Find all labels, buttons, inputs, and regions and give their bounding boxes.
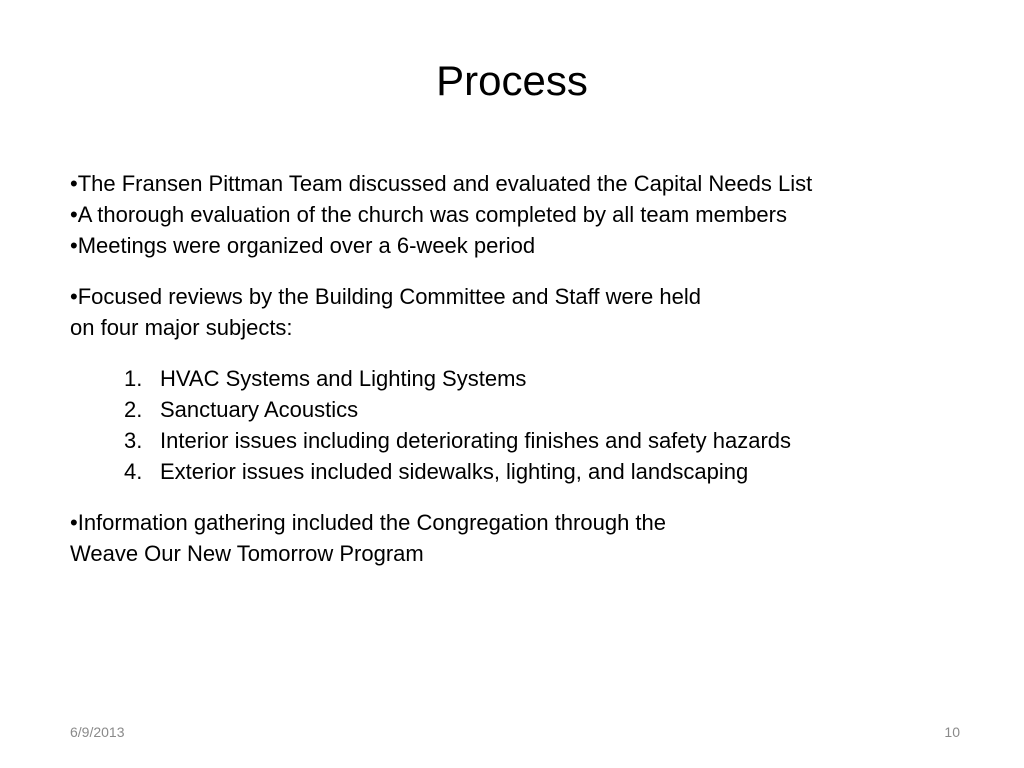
list-number: 4. [124, 459, 143, 484]
bullet-item: •The Fransen Pittman Team discussed and evaluated the Capital Needs List [70, 171, 813, 196]
footer-page-number: 10 [944, 724, 960, 740]
bullet-line: Weave Our New Tomorrow Program [70, 541, 424, 566]
numbered-list-item [70, 363, 970, 394]
bullet-item: •A thorough evaluation of the church was completed by all team members [70, 202, 787, 227]
bullet-focused-reviews [70, 281, 970, 343]
slide-title: Process [436, 57, 588, 104]
list-number: 2. [124, 397, 143, 422]
numbered-list-item [70, 456, 970, 487]
list-item-text: Interior issues including deteriorating finishes and safety hazards [160, 428, 792, 453]
bullet-line: •Focused reviews by the Building Committee and Staff were held [70, 284, 701, 309]
bullet-line: •Information gathering included the Congregation through the [70, 510, 666, 535]
list-item-text: Sanctuary Acoustics [160, 397, 359, 422]
numbered-list-item [70, 425, 970, 456]
list-item-text: Exterior issues included sidewalks, lighting, and landscaping [160, 459, 749, 484]
footer-date: 6/9/2013 [70, 724, 125, 740]
list-number: 1. [124, 366, 143, 391]
list-number: 3. [124, 428, 143, 453]
list-item-text: HVAC Systems and Lighting Systems [160, 366, 527, 391]
bullet-line: on four major subjects: [70, 315, 293, 340]
bullet-item: •Meetings were organized over a 6-week period [70, 233, 536, 258]
numbered-list-item [70, 394, 970, 425]
bullet-information-gathering [70, 507, 970, 569]
numbered-list [70, 363, 970, 487]
slide-content [70, 168, 970, 569]
